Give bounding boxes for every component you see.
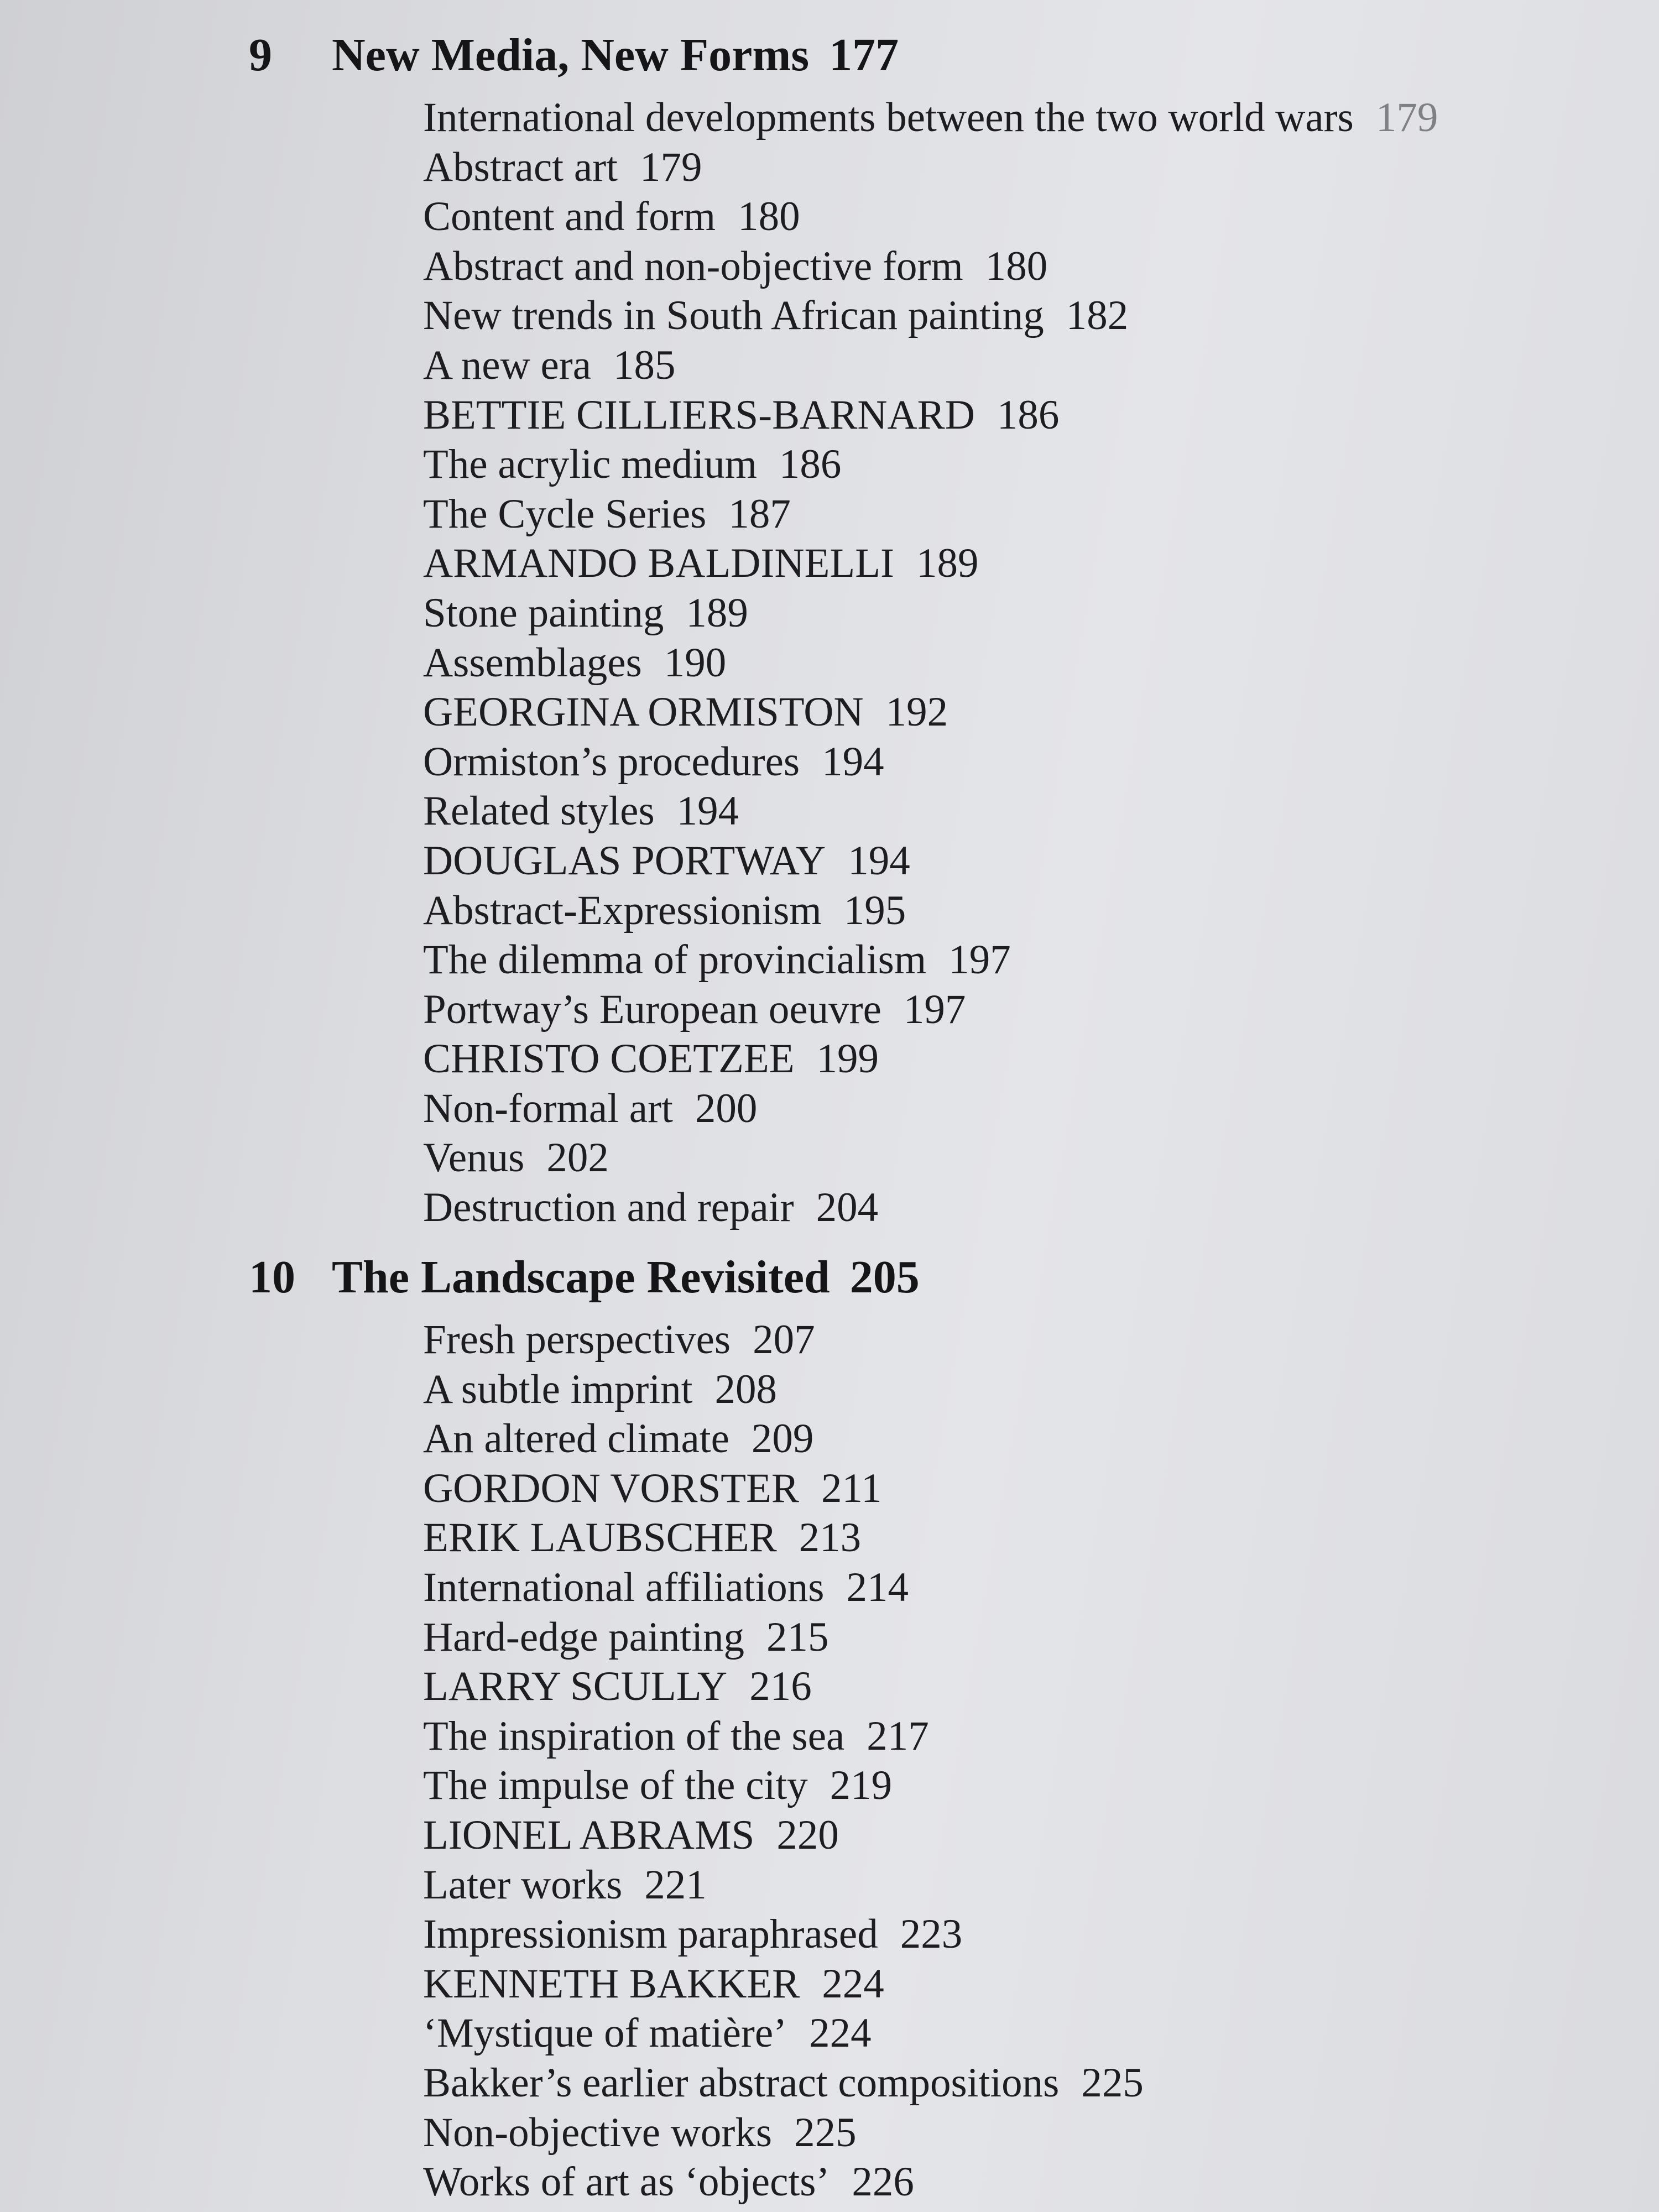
entry-title: ‘Mystique of matière’	[423, 2010, 787, 2057]
entry-page-number: 197	[903, 986, 966, 1032]
entry-page-number: 194	[676, 788, 739, 834]
list-item	[423, 638, 1631, 688]
list-item	[423, 1365, 1631, 1415]
list-item	[423, 985, 1631, 1035]
entry-title: The dilemma of provincialism	[423, 937, 927, 983]
list-item	[423, 1464, 1631, 1514]
entry-title: LARRY SCULLY	[423, 1663, 728, 1710]
entry-page-number: 208	[714, 1366, 777, 1412]
entry-page-number: 211	[821, 1465, 882, 1511]
entry-page-number: 189	[686, 589, 748, 636]
list-item	[423, 1613, 1631, 1662]
list-item	[423, 2008, 1631, 2058]
entry-title: A new era	[423, 342, 592, 388]
list-item	[423, 440, 1631, 489]
entry-page-number: 223	[900, 1911, 963, 1958]
chapter-page-number: 177	[829, 29, 899, 81]
entry-title: An altered climate	[423, 1416, 729, 1462]
entry-page-number: 186	[997, 392, 1060, 438]
list-item	[423, 1860, 1631, 1910]
chapter-number: 9	[249, 29, 272, 81]
list-item	[423, 1959, 1631, 2009]
list-item	[423, 1811, 1631, 1860]
list-item	[423, 1712, 1631, 1761]
entry-title: ERIK LAUBSCHER	[423, 1515, 777, 1561]
entry-page-number: 215	[766, 1614, 829, 1660]
list-item	[423, 1662, 1631, 1712]
list-item	[423, 786, 1631, 836]
chapter-heading	[249, 1244, 1631, 1311]
entry-page-number: 195	[843, 887, 906, 933]
entry-title: LIONEL ABRAMS	[423, 1812, 755, 1858]
entry-title: The inspiration of the sea	[423, 1713, 845, 1759]
list-item	[423, 2058, 1631, 2108]
list-item	[423, 737, 1631, 787]
list-item	[423, 1034, 1631, 1084]
entry-title: BETTIE CILLIERS-BARNARD	[423, 392, 975, 438]
entry-title: Works of art as ‘objects’	[423, 2159, 830, 2205]
list-item	[423, 687, 1631, 737]
entry-page-number: 187	[728, 491, 791, 537]
entry-title: A subtle imprint	[423, 1366, 693, 1412]
entry-page-number: 207	[753, 1317, 815, 1363]
entry-page-number: 213	[799, 1515, 862, 1561]
entry-title: CHRISTO COETZEE	[423, 1036, 795, 1082]
list-item	[423, 390, 1631, 440]
entry-title: International developments between the two world wars	[423, 95, 1354, 140]
chapter-10-section	[249, 1244, 1631, 2207]
entry-title: The impulse of the city	[423, 1762, 808, 1809]
entry-title: GEORGINA ORMISTON	[423, 689, 864, 735]
entry-page-number: 224	[822, 1960, 884, 2007]
list-item	[423, 539, 1631, 588]
entry-page-number: 217	[867, 1713, 929, 1759]
entry-page-number: 186	[779, 441, 842, 488]
list-item	[423, 836, 1631, 886]
entry-page-number: 225	[1081, 2059, 1144, 2106]
entry-page-number: 190	[664, 639, 727, 686]
list-item	[423, 1761, 1631, 1811]
entry-page-number: 214	[846, 1564, 909, 1610]
entry-page-number: 179	[1375, 95, 1438, 140]
list-item	[423, 886, 1631, 936]
list-item	[423, 93, 1631, 143]
chapter-number: 10	[249, 1251, 295, 1303]
entry-title: Impressionism paraphrased	[423, 1911, 878, 1958]
entry-page-number: 200	[695, 1085, 758, 1131]
entry-page-number: 224	[809, 2010, 872, 2057]
list-item	[423, 291, 1631, 341]
section-list	[249, 1315, 1631, 2207]
entry-page-number: 199	[816, 1036, 879, 1082]
entry-title: Non-formal art	[423, 1085, 673, 1131]
chapter-page-number: 205	[849, 1251, 920, 1303]
entry-title: Later works	[423, 1861, 623, 1908]
entry-page-number: 219	[830, 1762, 893, 1809]
entry-page-number: 204	[816, 1185, 879, 1231]
entry-page-number: 202	[546, 1135, 609, 1181]
entry-title: Hard-edge painting	[423, 1614, 745, 1660]
list-item	[423, 1183, 1631, 1233]
entry-title: The acrylic medium	[423, 441, 757, 488]
entry-title: Assemblages	[423, 639, 642, 686]
entry-page-number: 194	[848, 837, 910, 884]
entry-title: DOUGLAS PORTWAY	[423, 837, 826, 884]
list-item	[423, 489, 1631, 539]
list-item	[423, 588, 1631, 638]
entry-title: ARMANDO BALDINELLI	[423, 540, 894, 587]
entry-title: Non-objective works	[423, 2109, 773, 2156]
list-item	[423, 341, 1631, 390]
list-item	[423, 1910, 1631, 1959]
entry-page-number: 189	[916, 540, 979, 587]
entry-title: Portway’s European oeuvre	[423, 986, 881, 1032]
entry-page-number: 194	[822, 738, 884, 785]
entry-title: New trends in South African painting	[423, 293, 1044, 339]
entry-page-number: 182	[1066, 293, 1129, 339]
list-item	[423, 1133, 1631, 1183]
list-item	[423, 1414, 1631, 1464]
list-item	[423, 143, 1631, 192]
chapter-title: New Media, New Forms	[332, 29, 810, 81]
entry-page-number: 180	[738, 194, 800, 240]
section-list	[249, 93, 1631, 1233]
entry-title: The Cycle Series	[423, 491, 707, 537]
entry-title: Abstract and non-objective form	[423, 243, 963, 289]
entry-title: Venus	[423, 1135, 525, 1181]
entry-page-number: 209	[751, 1416, 814, 1462]
chapter-heading	[249, 22, 1631, 88]
entry-page-number: 220	[776, 1812, 839, 1858]
entry-title: Content and form	[423, 194, 716, 240]
entry-page-number: 226	[852, 2159, 914, 2205]
list-item	[423, 1084, 1631, 1134]
entry-title: Ormiston’s procedures	[423, 738, 800, 785]
entry-page-number: 197	[948, 937, 1011, 983]
entry-title: Abstract art	[423, 144, 618, 190]
entry-page-number: 221	[644, 1861, 707, 1908]
list-item	[423, 1513, 1631, 1563]
list-item	[423, 935, 1631, 985]
list-item	[423, 2108, 1631, 2158]
entry-title: KENNETH BAKKER	[423, 1960, 800, 2007]
entry-title: International affiliations	[423, 1564, 825, 1610]
entry-page-number: 216	[749, 1663, 812, 1710]
entry-title: Fresh perspectives	[423, 1317, 731, 1363]
entry-title: Abstract-Expressionism	[423, 887, 822, 933]
entry-title: Related styles	[423, 788, 655, 834]
entry-page-number: 179	[639, 144, 702, 190]
list-item	[423, 2157, 1631, 2207]
entry-title: Stone painting	[423, 589, 664, 636]
list-item	[423, 242, 1631, 291]
entry-title: Bakker’s earlier abstract compositions	[423, 2059, 1060, 2106]
list-item	[423, 1563, 1631, 1613]
entry-title: Destruction and repair	[423, 1185, 794, 1231]
entry-page-number: 192	[885, 689, 948, 735]
list-item	[423, 1315, 1631, 1365]
entry-page-number: 225	[794, 2109, 857, 2156]
chapter-title: The Landscape Revisited	[332, 1251, 830, 1303]
entry-title: GORDON VORSTER	[423, 1465, 799, 1511]
entry-page-number: 180	[985, 243, 1048, 289]
entry-page-number: 185	[613, 342, 676, 388]
list-item	[423, 192, 1631, 242]
chapter-9-section	[249, 22, 1631, 1233]
